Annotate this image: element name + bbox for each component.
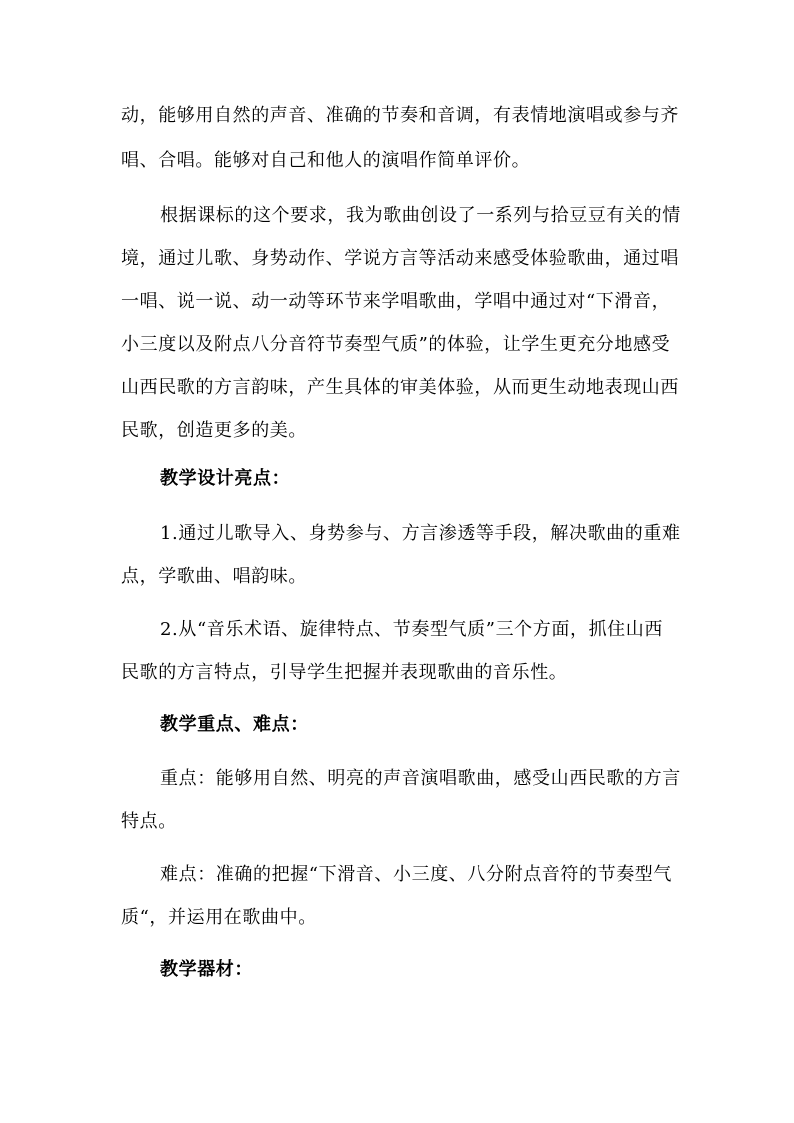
text-line: 质“，并运用在歌曲中。 xyxy=(121,907,317,928)
text-line: 小三度以及附点八分音符节奏型气质”的体验，让学生更充分地感受 xyxy=(121,334,671,355)
text-line: 1.通过儿歌导入、身势参与、方言渗透等手段，解决歌曲的重难 xyxy=(160,523,681,544)
text-line: 一唱、说一说、动一动等环节来学唱歌曲，学唱中通过对“下滑音， xyxy=(121,291,671,312)
section-heading-key-points: 教学重点、难点： xyxy=(160,714,309,735)
text-line: 民歌的方言特点，引导学生把握并表现歌曲的音乐性。 xyxy=(121,662,568,683)
text-line: 根据课标的这个要求，我为歌曲创设了一系列与拾豆豆有关的情 xyxy=(160,205,681,226)
text-line: 难点：准确的把握“下滑音、小三度、八分附点音符的节奏型气 xyxy=(160,864,672,885)
text-line: 重点：能够用自然、明亮的声音演唱歌曲，感受山西民歌的方言 xyxy=(160,768,681,789)
text-line: 动，能够用自然的声音、准确的节奏和音调，有表情地演唱或参与齐 xyxy=(121,105,679,126)
text-line: 民歌，创造更多的美。 xyxy=(121,420,307,441)
text-line: 唱、合唱。能够对自己和他人的演唱作简单评价。 xyxy=(121,150,531,171)
text-line: 2.从“音乐术语、旋律特点、节奏型气质”三个方面，抓住山西 xyxy=(160,619,663,640)
text-line: 境，通过儿歌、身势动作、学说方言等活动来感受体验歌曲，通过唱 xyxy=(121,248,679,269)
section-heading-equipment: 教学器材： xyxy=(160,959,253,980)
section-heading-highlights: 教学设计亮点： xyxy=(160,468,291,489)
text-line: 特点。 xyxy=(121,811,177,832)
text-line: 山西民歌的方言韵味，产生具体的审美体验，从而更生动地表现山西 xyxy=(121,377,679,398)
text-line: 点，学歌曲、唱韵味。 xyxy=(121,566,307,587)
